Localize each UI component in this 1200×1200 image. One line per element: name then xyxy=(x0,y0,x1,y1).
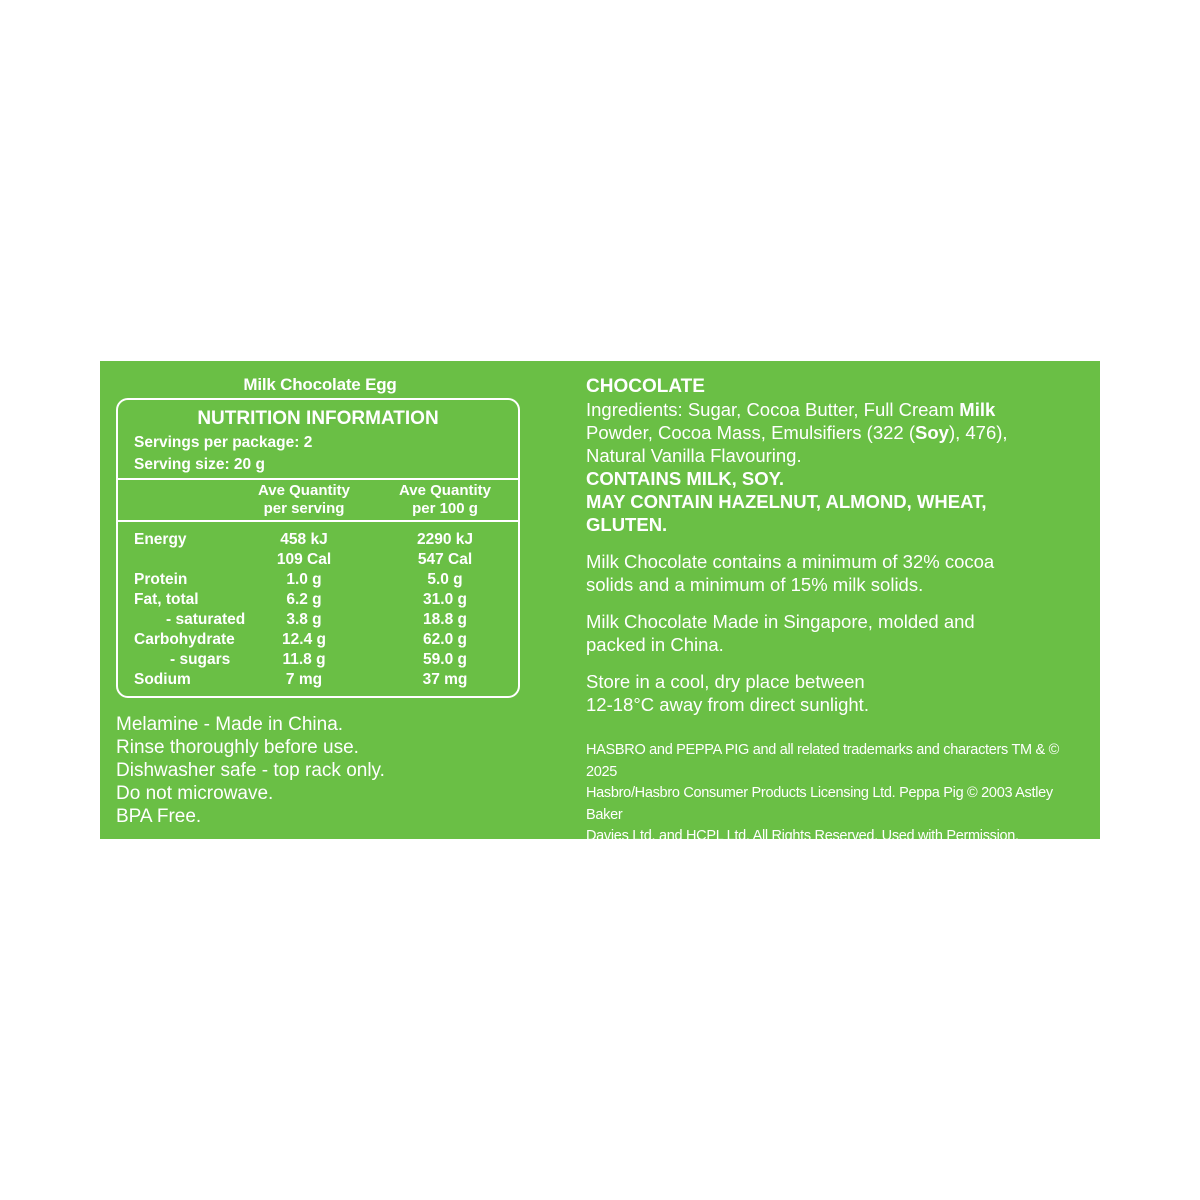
spacer xyxy=(586,716,1086,740)
nutrition-row xyxy=(118,590,518,610)
nutrient-label: - saturated xyxy=(166,611,246,628)
origin-line: packed in China. xyxy=(586,634,724,655)
legal-line: Hasbro/Hasbro Consumer Products Licensing Ltd. Peppa Pig © 2003 Astley Baker xyxy=(586,785,1053,823)
contains-statement: CONTAINS MILK, SOY. xyxy=(586,468,785,489)
allergen-soy: Soy xyxy=(915,422,949,443)
care-line: Melamine - Made in China. xyxy=(116,714,344,735)
ingredients-line3: Natural Vanilla Flavouring. xyxy=(586,445,802,466)
nutrition-rows xyxy=(118,530,518,690)
per-100g-value: 59.0 g xyxy=(423,651,467,668)
product-title: Milk Chocolate Egg xyxy=(243,375,397,394)
per-serving-value: 1.0 g xyxy=(286,571,322,588)
per-100g-value: 5.0 g xyxy=(427,571,463,588)
nutrient-label: Protein xyxy=(134,571,188,588)
allergen-statement xyxy=(586,467,1086,536)
label-panel xyxy=(100,361,1100,870)
per-serving-value: 7 mg xyxy=(285,671,323,688)
solids-statement xyxy=(586,550,1086,596)
column-header-per-100g-line1: Ave Quantity xyxy=(399,482,491,499)
column-header-per-serving-line1: Ave Quantity xyxy=(258,482,350,499)
column-header-per-serving xyxy=(244,482,364,518)
serving-size: Serving size: 20 g xyxy=(134,456,265,473)
care-instructions xyxy=(116,713,385,828)
per-100g-value: 18.8 g xyxy=(423,611,467,628)
per-100g-value: 37 mg xyxy=(422,671,468,688)
per-serving-value: 3.8 g xyxy=(286,611,322,628)
may-contain-statement-cont: GLUTEN. xyxy=(586,514,668,535)
per-serving-value: 109 Cal xyxy=(276,551,332,568)
spacer xyxy=(586,656,1086,670)
spacer xyxy=(586,596,1086,610)
column-header-per-100g xyxy=(380,482,510,518)
nutrition-row xyxy=(118,570,518,590)
column-header-per-100g-line2: per 100 g xyxy=(412,500,478,517)
legal-line: HASBRO and PEPPA PIG and all related trademarks and characters TM & © 2025 xyxy=(586,742,1060,780)
solids-line: Milk Chocolate contains a minimum of 32% cocoa xyxy=(586,551,995,572)
storage-line: 12-18°C away from direct sunlight. xyxy=(586,694,869,715)
origin-line: Milk Chocolate Made in Singapore, molded and xyxy=(586,611,975,632)
nutrient-label: Fat, total xyxy=(134,591,199,608)
allergen-milk: Milk xyxy=(959,399,996,420)
per-serving-value: 12.4 g xyxy=(282,631,326,648)
nutrition-divider-top xyxy=(118,478,518,480)
solids-line: solids and a minimum of 15% milk solids. xyxy=(586,574,924,595)
per-100g-value: 31.0 g xyxy=(423,591,467,608)
nutrition-row xyxy=(118,610,518,630)
spacer xyxy=(586,536,1086,550)
storage-statement xyxy=(586,670,1086,716)
nutrition-heading: NUTRITION INFORMATION xyxy=(197,408,439,429)
may-contain-statement: MAY CONTAIN HAZELNUT, ALMOND, WHEAT, xyxy=(586,491,987,512)
per-100g-value: 547 Cal xyxy=(417,551,473,568)
nutrient-label: Energy xyxy=(134,531,187,548)
servings-per-package: Servings per package: 2 xyxy=(134,434,313,451)
nutrition-row xyxy=(118,550,518,570)
origin-statement xyxy=(586,610,1086,656)
care-line: Rinse thoroughly before use. xyxy=(116,737,359,758)
storage-line: Store in a cool, dry place between xyxy=(586,671,865,692)
nutrition-row xyxy=(118,670,518,690)
care-line: Dishwasher safe - top rack only. xyxy=(116,760,385,781)
ingredients-text: Powder, Cocoa Mass, Emulsifiers (322 ( xyxy=(586,422,916,443)
ingredients-text: ), 476), xyxy=(948,422,1008,443)
creator-credit: Peppa Pig created by Mark Baker and Neville Astley. xyxy=(586,853,946,870)
ingredients-text: Ingredients: Sugar, Cocoa Butter, Full Cream xyxy=(586,399,960,420)
nutrition-divider-mid xyxy=(118,520,518,522)
per-100g-value: 62.0 g xyxy=(423,631,467,648)
nutrition-row xyxy=(118,530,518,550)
column-header-per-serving-line2: per serving xyxy=(263,500,345,517)
nutrition-row xyxy=(118,630,518,650)
legal-line: Davies Ltd. and HCPL Ltd. All Rights Reserved. Used with Permission. xyxy=(586,828,1019,844)
per-100g-value: 2290 kJ xyxy=(416,531,474,548)
nutrient-label: Carbohydrate xyxy=(134,631,235,648)
nutrition-panel xyxy=(116,398,520,698)
chocolate-info-column xyxy=(586,375,1086,873)
chocolate-heading: CHOCOLATE xyxy=(586,376,705,397)
ingredients-line2 xyxy=(586,421,1086,444)
nutrition-row xyxy=(118,650,518,670)
ingredients xyxy=(586,398,1086,467)
per-serving-value: 11.8 g xyxy=(282,651,326,668)
per-serving-value: 6.2 g xyxy=(286,591,322,608)
nutrient-label: Sodium xyxy=(134,671,191,688)
care-line: BPA Free. xyxy=(116,806,202,827)
legal-notice xyxy=(586,740,1086,848)
ingredients-line1 xyxy=(586,398,1086,421)
nutrient-label: - sugars xyxy=(170,651,231,668)
per-serving-value: 458 kJ xyxy=(280,531,328,548)
care-line: Do not microwave. xyxy=(116,783,274,804)
